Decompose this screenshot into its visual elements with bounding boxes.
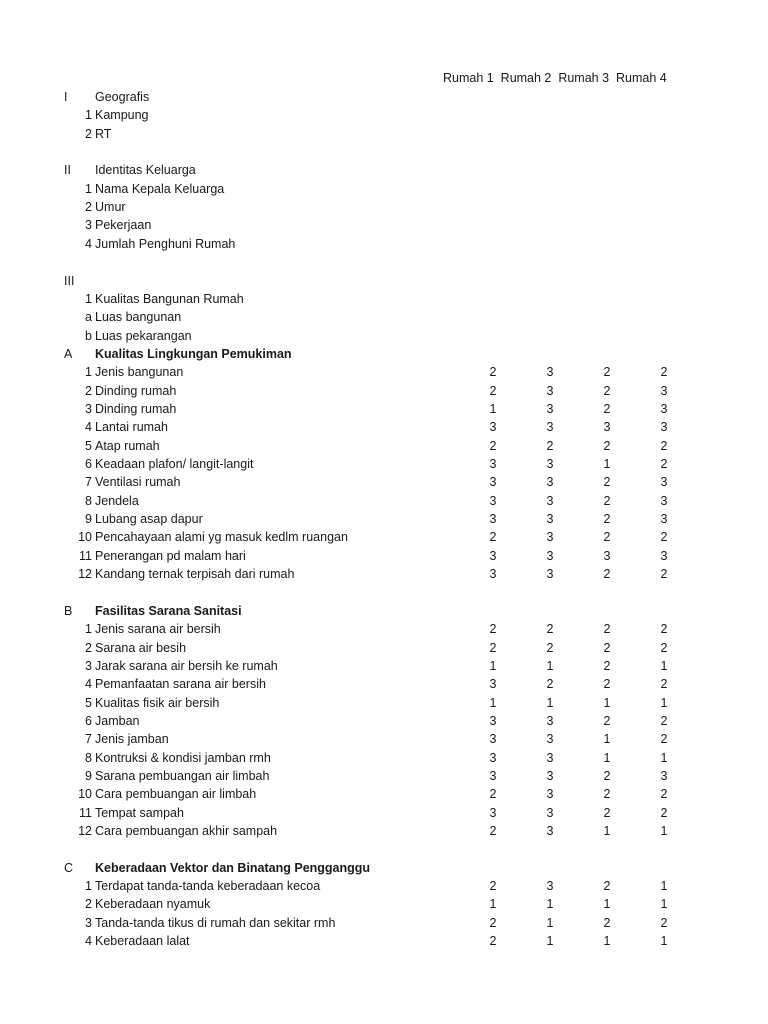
item-number: 10 bbox=[78, 787, 92, 802]
item-row bbox=[0, 822, 768, 840]
score-rumah-1: 3 bbox=[489, 493, 497, 508]
score-rumah-1: 3 bbox=[489, 475, 497, 490]
score-rumah-1: 3 bbox=[489, 548, 497, 563]
score-rumah-2: 3 bbox=[546, 567, 554, 582]
item-label: Jenis sarana air bersih bbox=[95, 622, 221, 637]
section-row bbox=[0, 161, 768, 179]
item-number: 2 bbox=[85, 640, 92, 655]
item-row bbox=[0, 895, 768, 913]
item-row bbox=[0, 400, 768, 418]
score-rumah-3: 3 bbox=[603, 420, 611, 435]
score-rumah-1: 2 bbox=[489, 438, 497, 453]
score-rumah-4: 2 bbox=[660, 567, 668, 582]
score-rumah-1: 2 bbox=[489, 365, 497, 380]
score-rumah-4: 2 bbox=[660, 677, 668, 692]
item-row bbox=[0, 932, 768, 950]
section-code: III bbox=[64, 273, 75, 288]
score-rumah-2: 3 bbox=[546, 457, 554, 471]
item-label: Sarana air besih bbox=[95, 640, 187, 655]
item-number: 1 bbox=[85, 879, 92, 894]
score-rumah-1: 3 bbox=[489, 512, 497, 527]
score-rumah-3: 1 bbox=[603, 695, 611, 710]
score-rumah-2: 3 bbox=[546, 787, 554, 802]
item-label: Ventilasi rumah bbox=[95, 475, 181, 490]
score-rumah-4: 2 bbox=[660, 365, 668, 380]
score-rumah-3: 2 bbox=[603, 658, 611, 673]
score-rumah-2: 3 bbox=[546, 824, 554, 838]
score-rumah-3: 2 bbox=[603, 493, 611, 508]
section-title: Geografis bbox=[95, 90, 150, 104]
item-row bbox=[0, 455, 768, 473]
blank-row bbox=[0, 583, 768, 601]
section-code: C bbox=[64, 860, 74, 875]
item-number: 1 bbox=[85, 181, 92, 196]
item-label: Tanda-tanda tikus di rumah dan sekitar rmh bbox=[95, 915, 336, 930]
section-row bbox=[0, 272, 768, 290]
score-rumah-4: 2 bbox=[660, 713, 668, 728]
score-rumah-1: 3 bbox=[489, 713, 497, 728]
item-number: 5 bbox=[85, 438, 92, 453]
item-row bbox=[0, 198, 768, 216]
item-number: 7 bbox=[85, 732, 92, 747]
score-rumah-2: 3 bbox=[546, 365, 554, 380]
score-rumah-2: 3 bbox=[546, 401, 554, 416]
score-rumah-4: 1 bbox=[660, 934, 668, 949]
score-rumah-3: 2 bbox=[603, 512, 611, 527]
score-rumah-4: 2 bbox=[660, 438, 668, 453]
score-rumah-3: 2 bbox=[603, 438, 611, 453]
item-label: Kualitas Bangunan Rumah bbox=[95, 291, 244, 306]
item-row bbox=[0, 235, 768, 253]
item-number: 2 bbox=[85, 897, 92, 912]
score-rumah-3: 2 bbox=[603, 879, 611, 894]
score-rumah-3: 1 bbox=[603, 934, 611, 949]
score-rumah-1: 3 bbox=[489, 677, 497, 692]
score-rumah-3: 2 bbox=[603, 365, 611, 380]
score-rumah-3: 2 bbox=[603, 768, 611, 783]
item-number: 10 bbox=[78, 530, 92, 545]
score-rumah-2: 3 bbox=[546, 732, 554, 747]
item-row bbox=[0, 363, 768, 381]
item-number: 4 bbox=[85, 420, 92, 435]
score-rumah-3: 1 bbox=[603, 457, 611, 471]
item-number: 2 bbox=[85, 126, 92, 141]
item-label: Cara pembuangan akhir sampah bbox=[95, 824, 278, 838]
score-rumah-2: 2 bbox=[546, 677, 554, 692]
score-rumah-1: 2 bbox=[489, 824, 497, 838]
score-rumah-1: 3 bbox=[489, 768, 497, 783]
score-rumah-4: 2 bbox=[660, 805, 668, 820]
item-label: Keberadaan nyamuk bbox=[95, 897, 211, 912]
item-row bbox=[0, 492, 768, 510]
item-number: 3 bbox=[85, 401, 92, 416]
score-rumah-2: 3 bbox=[546, 879, 554, 894]
item-row bbox=[0, 106, 768, 124]
item-number: 3 bbox=[85, 915, 92, 930]
score-rumah-1: 2 bbox=[489, 787, 497, 802]
item-label: Jarak sarana air bersih ke rumah bbox=[95, 658, 278, 673]
item-number: b bbox=[85, 328, 92, 343]
score-rumah-4: 1 bbox=[660, 879, 668, 894]
section-code: B bbox=[64, 603, 73, 618]
score-rumah-3: 2 bbox=[603, 567, 611, 582]
item-row bbox=[0, 437, 768, 455]
score-rumah-3: 2 bbox=[603, 530, 611, 545]
score-rumah-1: 1 bbox=[489, 658, 497, 673]
blank-row bbox=[0, 253, 768, 271]
score-rumah-4: 1 bbox=[660, 824, 668, 838]
score-rumah-1: 3 bbox=[489, 567, 497, 582]
score-rumah-2: 1 bbox=[546, 915, 554, 930]
score-rumah-2: 3 bbox=[546, 750, 554, 765]
score-rumah-4: 3 bbox=[660, 475, 668, 490]
score-rumah-3: 1 bbox=[603, 750, 611, 765]
section-title: Fasilitas Sarana Sanitasi bbox=[95, 603, 242, 618]
score-rumah-3: 2 bbox=[603, 475, 611, 490]
score-rumah-4: 2 bbox=[660, 787, 668, 802]
item-label: Kualitas fisik air bersih bbox=[95, 695, 220, 710]
item-row bbox=[0, 675, 768, 693]
item-number: 4 bbox=[85, 236, 92, 251]
section-row bbox=[0, 602, 768, 620]
blank-row bbox=[0, 840, 768, 858]
item-label: Jenis jamban bbox=[95, 732, 169, 747]
section-row bbox=[0, 345, 768, 363]
item-row bbox=[0, 730, 768, 748]
score-rumah-1: 3 bbox=[489, 420, 497, 435]
score-rumah-2: 3 bbox=[546, 383, 554, 398]
score-rumah-2: 2 bbox=[546, 622, 554, 637]
item-number: 3 bbox=[85, 658, 92, 673]
item-number: 6 bbox=[85, 457, 92, 471]
score-rumah-2: 3 bbox=[546, 713, 554, 728]
score-rumah-2: 3 bbox=[546, 805, 554, 820]
score-rumah-1: 3 bbox=[489, 750, 497, 765]
score-rumah-3: 2 bbox=[603, 677, 611, 692]
item-row bbox=[0, 749, 768, 767]
item-label: Kandang ternak terpisah dari rumah bbox=[95, 567, 295, 582]
score-rumah-1: 2 bbox=[489, 383, 497, 398]
item-number: 4 bbox=[85, 677, 92, 692]
score-rumah-4: 3 bbox=[660, 512, 668, 527]
item-number: 11 bbox=[79, 805, 92, 820]
item-label: RT bbox=[95, 126, 112, 141]
score-rumah-3: 2 bbox=[603, 787, 611, 802]
score-rumah-2: 3 bbox=[546, 493, 554, 508]
item-number: 1 bbox=[85, 365, 92, 380]
item-label: Nama Kepala Keluarga bbox=[95, 181, 225, 196]
section-code: A bbox=[64, 346, 73, 361]
item-label: Tempat sampah bbox=[95, 805, 184, 820]
item-row bbox=[0, 804, 768, 822]
item-label: Lubang asap dapur bbox=[95, 512, 203, 527]
item-row bbox=[0, 547, 768, 565]
score-rumah-2: 3 bbox=[546, 512, 554, 527]
item-row bbox=[0, 290, 768, 308]
score-rumah-3: 2 bbox=[603, 622, 611, 637]
score-rumah-3: 1 bbox=[603, 732, 611, 747]
score-rumah-4: 2 bbox=[660, 915, 668, 930]
item-label: Pekerjaan bbox=[95, 218, 152, 233]
column-headers: Rumah 1 Rumah 2 Rumah 3 Rumah 4 bbox=[443, 71, 667, 85]
item-label: Kontruksi & kondisi jamban rmh bbox=[95, 750, 271, 765]
score-rumah-1: 3 bbox=[489, 805, 497, 820]
item-number: 9 bbox=[85, 512, 92, 527]
item-label: Dinding rumah bbox=[95, 383, 177, 398]
score-rumah-4: 2 bbox=[660, 457, 668, 471]
score-rumah-2: 1 bbox=[546, 658, 554, 673]
item-label: Cara pembuangan air limbah bbox=[95, 787, 257, 802]
item-label: Luas bangunan bbox=[95, 310, 182, 325]
score-rumah-4: 2 bbox=[660, 622, 668, 637]
item-number: 1 bbox=[85, 291, 92, 306]
score-rumah-1: 3 bbox=[489, 732, 497, 747]
score-rumah-3: 2 bbox=[603, 915, 611, 930]
item-number: 6 bbox=[85, 713, 92, 728]
item-label: Dinding rumah bbox=[95, 401, 177, 416]
item-label: Keberadaan lalat bbox=[95, 934, 190, 949]
score-rumah-2: 2 bbox=[546, 640, 554, 655]
score-rumah-1: 2 bbox=[489, 879, 497, 894]
item-row bbox=[0, 528, 768, 546]
item-number: 9 bbox=[85, 768, 92, 783]
item-label: Jenis bangunan bbox=[95, 365, 184, 380]
item-row bbox=[0, 712, 768, 730]
score-rumah-1: 2 bbox=[489, 640, 497, 655]
score-rumah-1: 2 bbox=[489, 530, 497, 545]
item-number: 1 bbox=[85, 108, 92, 123]
item-label: Penerangan pd malam hari bbox=[95, 548, 246, 563]
score-rumah-4: 1 bbox=[660, 750, 668, 765]
score-rumah-2: 1 bbox=[546, 934, 554, 949]
section-code: I bbox=[64, 90, 68, 104]
item-row bbox=[0, 877, 768, 895]
score-rumah-2: 3 bbox=[546, 548, 554, 563]
item-number: 3 bbox=[85, 218, 92, 233]
score-rumah-1: 1 bbox=[489, 897, 497, 912]
score-rumah-2: 2 bbox=[546, 438, 554, 453]
item-label: Terdapat tanda-tanda keberadaan kecoa bbox=[95, 879, 321, 894]
score-rumah-4: 3 bbox=[660, 493, 668, 508]
item-label: Jamban bbox=[95, 713, 140, 728]
score-rumah-3: 2 bbox=[603, 383, 611, 398]
score-rumah-3: 2 bbox=[603, 805, 611, 820]
item-row bbox=[0, 382, 768, 400]
score-rumah-4: 2 bbox=[660, 640, 668, 655]
item-row bbox=[0, 216, 768, 234]
item-label: Umur bbox=[95, 200, 126, 215]
score-rumah-2: 1 bbox=[546, 695, 554, 710]
score-rumah-4: 1 bbox=[660, 897, 668, 912]
score-rumah-4: 2 bbox=[660, 530, 668, 545]
score-rumah-3: 2 bbox=[603, 401, 611, 416]
item-row bbox=[0, 694, 768, 712]
item-row bbox=[0, 657, 768, 675]
blank-row bbox=[0, 143, 768, 161]
item-row bbox=[0, 308, 768, 326]
item-label: Keadaan plafon/ langit-langit bbox=[95, 457, 254, 471]
item-number: a bbox=[85, 310, 92, 325]
item-number: 1 bbox=[85, 622, 92, 637]
item-label: Pencahayaan alami yg masuk kedlm ruangan bbox=[95, 530, 348, 545]
section-title: Kualitas Lingkungan Pemukiman bbox=[95, 346, 292, 361]
score-rumah-2: 3 bbox=[546, 420, 554, 435]
item-number: 8 bbox=[85, 493, 92, 508]
item-row bbox=[0, 914, 768, 932]
score-rumah-1: 2 bbox=[489, 622, 497, 637]
item-row bbox=[0, 510, 768, 528]
item-label: Atap rumah bbox=[95, 438, 160, 453]
score-rumah-1: 1 bbox=[489, 401, 497, 416]
item-label: Pemanfaatan sarana air bersih bbox=[95, 677, 266, 692]
score-rumah-2: 1 bbox=[546, 897, 554, 912]
item-number: 2 bbox=[85, 383, 92, 398]
item-row bbox=[0, 565, 768, 583]
score-rumah-4: 3 bbox=[660, 383, 668, 398]
section-title: Keberadaan Vektor dan Binatang Pengganggu bbox=[95, 860, 371, 875]
item-row bbox=[0, 639, 768, 657]
score-rumah-4: 3 bbox=[660, 548, 668, 563]
item-row bbox=[0, 327, 768, 345]
item-row bbox=[0, 180, 768, 198]
score-rumah-4: 3 bbox=[660, 401, 668, 416]
item-number: 8 bbox=[85, 750, 92, 765]
item-number: 11 bbox=[79, 548, 92, 563]
score-rumah-4: 3 bbox=[660, 768, 668, 783]
score-rumah-4: 2 bbox=[660, 732, 668, 747]
item-label: Sarana pembuangan air limbah bbox=[95, 768, 270, 783]
score-rumah-1: 1 bbox=[489, 695, 497, 710]
item-label: Kampung bbox=[95, 108, 149, 123]
item-number: 5 bbox=[85, 695, 92, 710]
item-label: Jumlah Penghuni Rumah bbox=[95, 236, 236, 251]
section-row bbox=[0, 859, 768, 877]
section-row bbox=[0, 88, 768, 106]
score-rumah-3: 2 bbox=[603, 713, 611, 728]
item-number: 12 bbox=[78, 567, 92, 582]
item-number: 2 bbox=[85, 200, 92, 215]
score-rumah-2: 3 bbox=[546, 530, 554, 545]
item-row bbox=[0, 125, 768, 143]
section-code: II bbox=[64, 163, 71, 178]
item-row bbox=[0, 767, 768, 785]
score-rumah-3: 1 bbox=[603, 824, 611, 838]
score-rumah-3: 1 bbox=[603, 897, 611, 912]
item-label: Jendela bbox=[95, 493, 139, 508]
score-rumah-4: 1 bbox=[660, 695, 668, 710]
score-rumah-2: 3 bbox=[546, 768, 554, 783]
item-number: 12 bbox=[78, 824, 92, 838]
item-label: Lantai rumah bbox=[95, 420, 168, 435]
item-row bbox=[0, 620, 768, 638]
score-rumah-3: 3 bbox=[603, 548, 611, 563]
score-rumah-3: 2 bbox=[603, 640, 611, 655]
score-rumah-1: 2 bbox=[489, 934, 497, 949]
score-rumah-4: 1 bbox=[660, 658, 668, 673]
item-row bbox=[0, 418, 768, 436]
score-rumah-1: 3 bbox=[489, 457, 497, 471]
section-title: Identitas Keluarga bbox=[95, 163, 196, 178]
item-number: 4 bbox=[85, 934, 92, 949]
item-number: 7 bbox=[85, 475, 92, 490]
item-row bbox=[0, 785, 768, 803]
score-rumah-4: 3 bbox=[660, 420, 668, 435]
score-rumah-1: 2 bbox=[489, 915, 497, 930]
score-rumah-2: 3 bbox=[546, 475, 554, 490]
item-row bbox=[0, 473, 768, 491]
item-label: Luas pekarangan bbox=[95, 328, 192, 343]
